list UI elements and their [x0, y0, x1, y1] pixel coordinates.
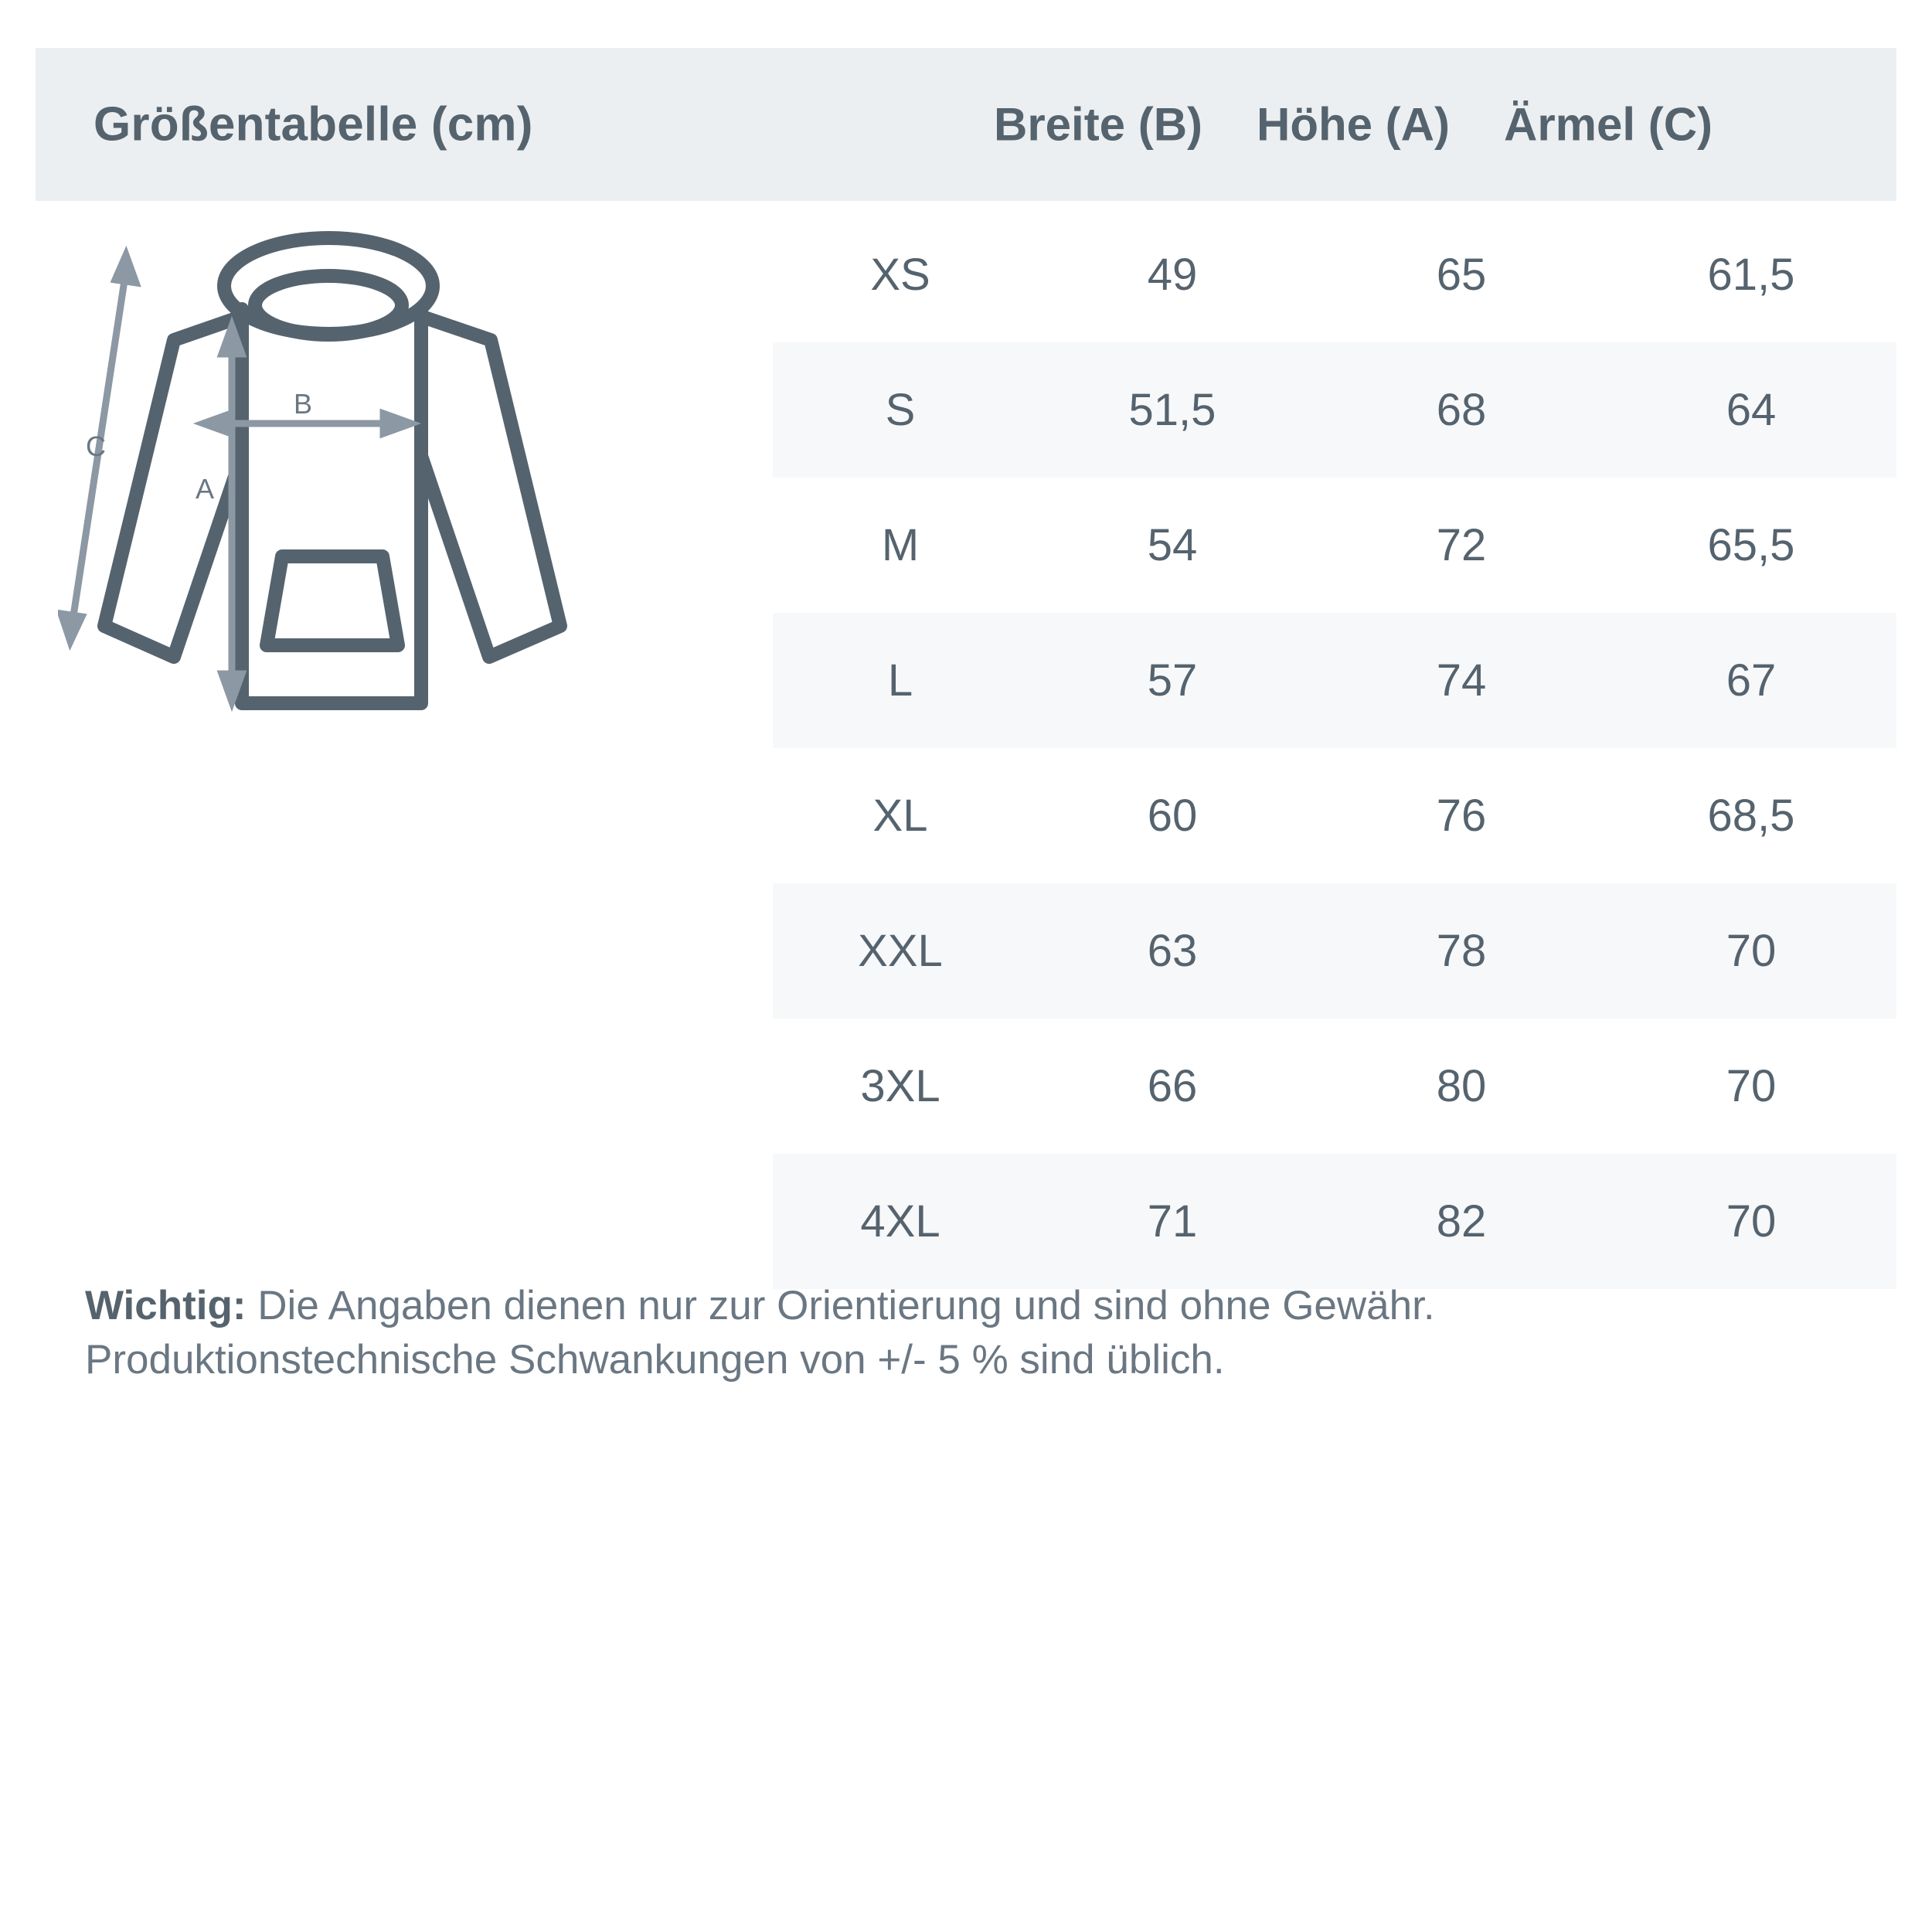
table-row	[773, 883, 1896, 1019]
column-header-size	[816, 98, 971, 151]
cell-breite: 51,5	[1128, 385, 1216, 435]
cell-aermel: 70	[1726, 1196, 1777, 1247]
cell-size: 3XL	[860, 1061, 940, 1111]
cell-breite: 49	[1147, 250, 1198, 300]
cell-size: XXL	[858, 926, 943, 976]
column-header-hoehe: Höhe (A)	[1257, 98, 1450, 151]
cell-hoehe: 80	[1436, 1061, 1487, 1111]
cell-size: XL	[872, 791, 928, 841]
disclaimer-note	[85, 1279, 1855, 1388]
column-headers	[816, 98, 1890, 151]
label-a: A	[196, 473, 215, 505]
table-row	[773, 207, 1896, 342]
cell-hoehe: 76	[1436, 791, 1487, 841]
cell-hoehe: 74	[1436, 655, 1487, 706]
cell-aermel: 70	[1726, 1061, 1777, 1111]
cell-breite: 66	[1147, 1061, 1198, 1111]
cell-aermel: 70	[1726, 926, 1777, 976]
table-row	[773, 613, 1896, 748]
column-header-aermel: Ärmel (C)	[1503, 98, 1713, 151]
cell-breite: 60	[1147, 791, 1198, 841]
cell-aermel: 65,5	[1707, 520, 1795, 570]
page-title: Größentabelle (cm)	[94, 97, 533, 151]
cell-hoehe: 68	[1436, 385, 1487, 435]
cell-hoehe: 72	[1436, 520, 1487, 570]
cell-breite: 57	[1147, 655, 1198, 706]
table-row	[773, 342, 1896, 478]
size-table	[773, 207, 1896, 1289]
cell-size: 4XL	[860, 1196, 940, 1247]
table-row	[773, 1019, 1896, 1154]
cell-hoehe: 82	[1436, 1196, 1487, 1247]
cell-size: S	[885, 385, 916, 435]
cell-hoehe: 65	[1436, 250, 1487, 300]
cell-hoehe: 78	[1436, 926, 1487, 976]
label-c: C	[86, 430, 106, 462]
table-row	[773, 1154, 1896, 1289]
cell-aermel: 68,5	[1707, 791, 1795, 841]
disclaimer-label: Wichtig:	[85, 1283, 247, 1328]
cell-aermel: 67	[1726, 655, 1777, 706]
cell-breite: 63	[1147, 926, 1198, 976]
cell-size: M	[881, 520, 920, 570]
cell-aermel: 61,5	[1707, 250, 1795, 300]
table-row	[773, 748, 1896, 883]
hoodie-measurement-diagram-icon	[58, 224, 769, 835]
label-b: B	[294, 388, 313, 420]
header-band	[36, 48, 1896, 201]
cell-size: XS	[870, 250, 930, 300]
cell-breite: 71	[1147, 1196, 1198, 1247]
disclaimer-text: Die Angaben dienen nur zur Orientierung und sind ohne Gewähr. Produktionstechnische Schwankungen von +/- 5 % sind üblich.	[85, 1283, 1435, 1383]
table-row	[773, 478, 1896, 613]
cell-size: L	[887, 655, 913, 706]
cell-breite: 54	[1147, 520, 1198, 570]
column-header-breite: Breite (B)	[993, 98, 1203, 151]
cell-aermel: 64	[1726, 385, 1777, 435]
